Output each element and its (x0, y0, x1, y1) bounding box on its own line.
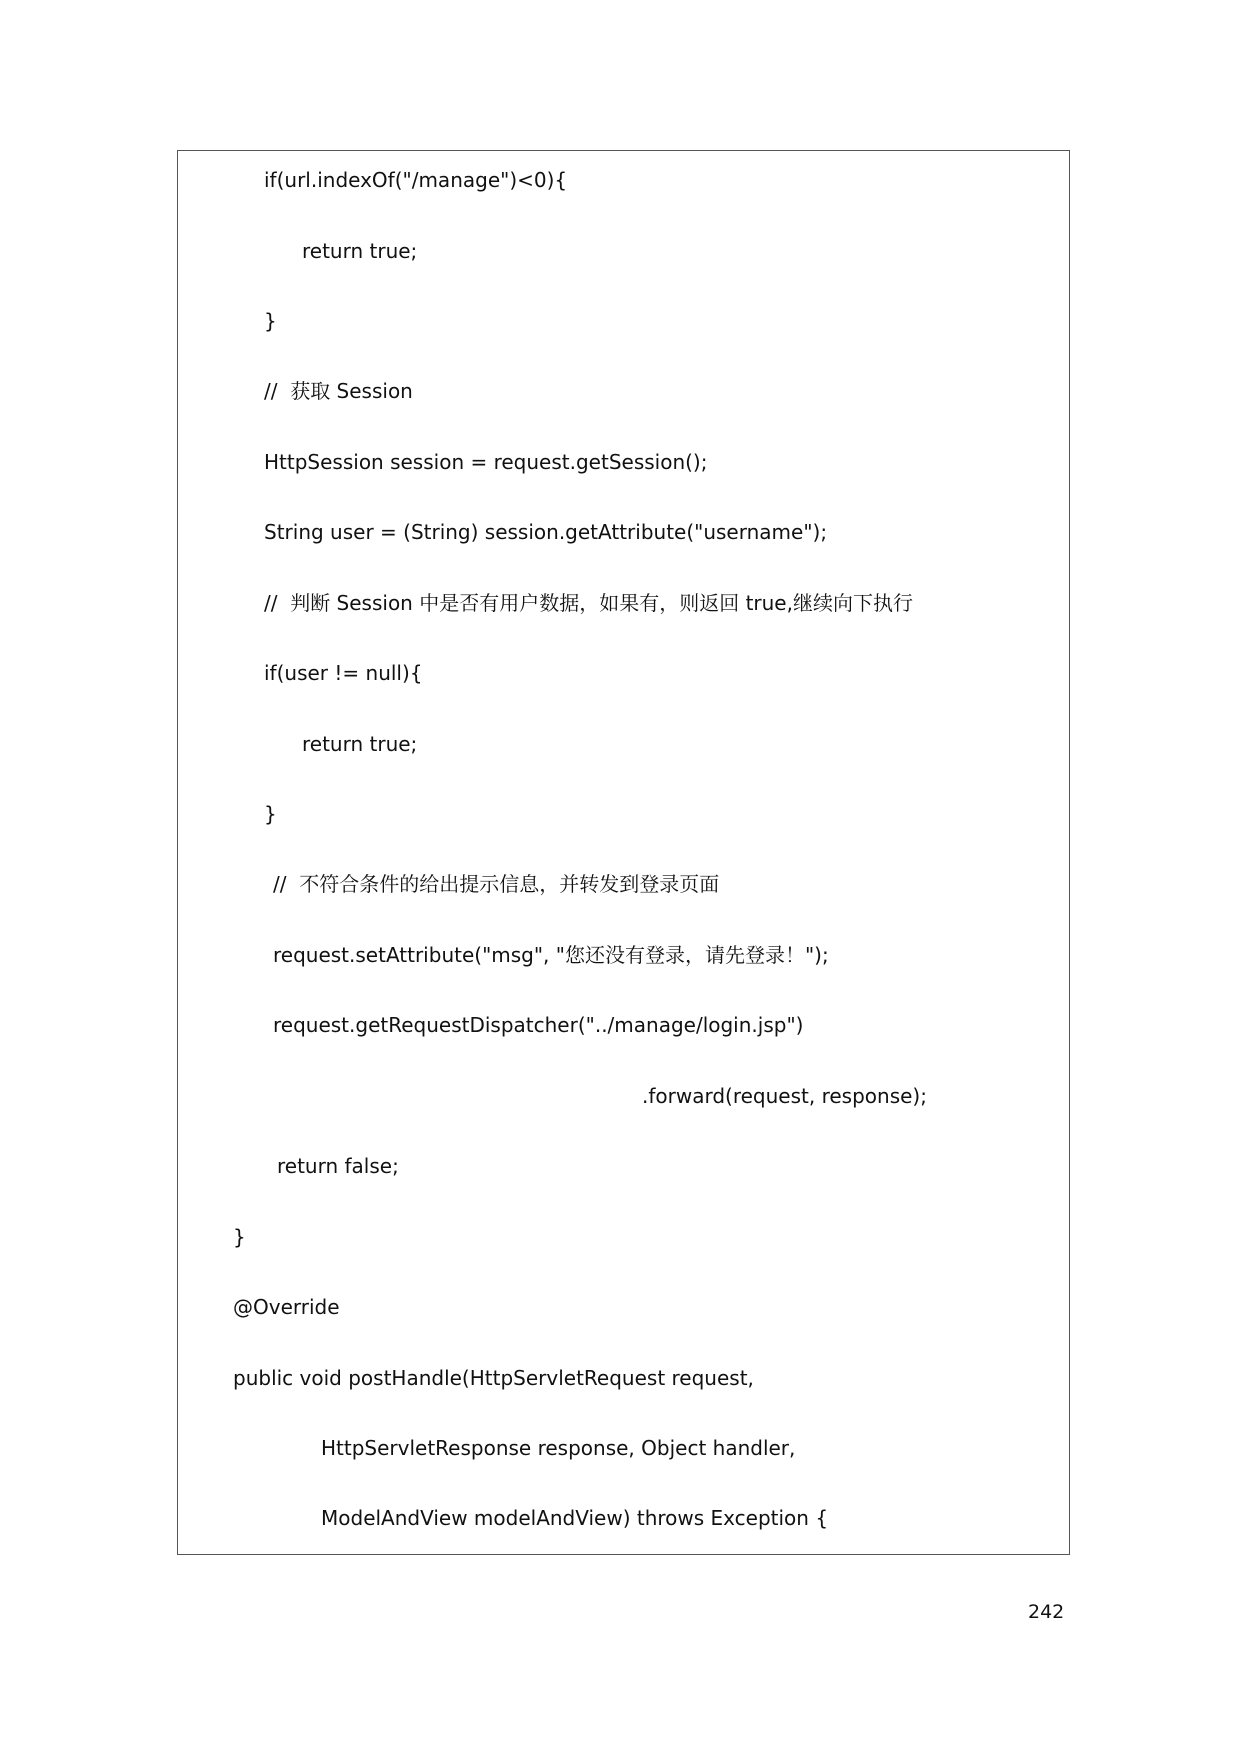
code-line: HttpSession session = request.getSession(); (264, 450, 708, 474)
code-line: if(user != null){ (264, 661, 423, 685)
code-line: return true; (302, 732, 418, 756)
code-comment-line: // 不符合条件的给出提示信息，并转发到登录页面 (273, 872, 720, 896)
code-line: public void postHandle(HttpServletRequest request, (233, 1366, 754, 1390)
code-line: } (233, 1225, 246, 1249)
page-number: 242 (1028, 1601, 1065, 1623)
code-line: HttpServletResponse response, Object handler, (321, 1436, 796, 1460)
code-line: return true; (302, 239, 418, 263)
code-line: @Override (233, 1295, 340, 1319)
code-line: } (264, 309, 277, 333)
code-comment-line: // 获取 Session (264, 379, 413, 403)
code-listing-box (177, 150, 1070, 1555)
code-line: .forward(request, response); (642, 1084, 927, 1108)
code-comment-line: // 判断 Session 中是否有用户数据，如果有，则返回 true,继续向下执行 (264, 591, 913, 615)
code-line: ModelAndView modelAndView) throws Exception { (321, 1506, 829, 1530)
code-line: request.getRequestDispatcher("../manage/login.jsp") (273, 1013, 804, 1037)
code-line: return false; (277, 1154, 399, 1178)
code-line: request.setAttribute("msg", "您还没有登录，请先登录！"); (273, 943, 829, 967)
code-line: if(url.indexOf("/manage")<0){ (264, 168, 568, 192)
code-line: } (264, 802, 277, 826)
code-line: String user = (String) session.getAttribute("username"); (264, 520, 828, 544)
